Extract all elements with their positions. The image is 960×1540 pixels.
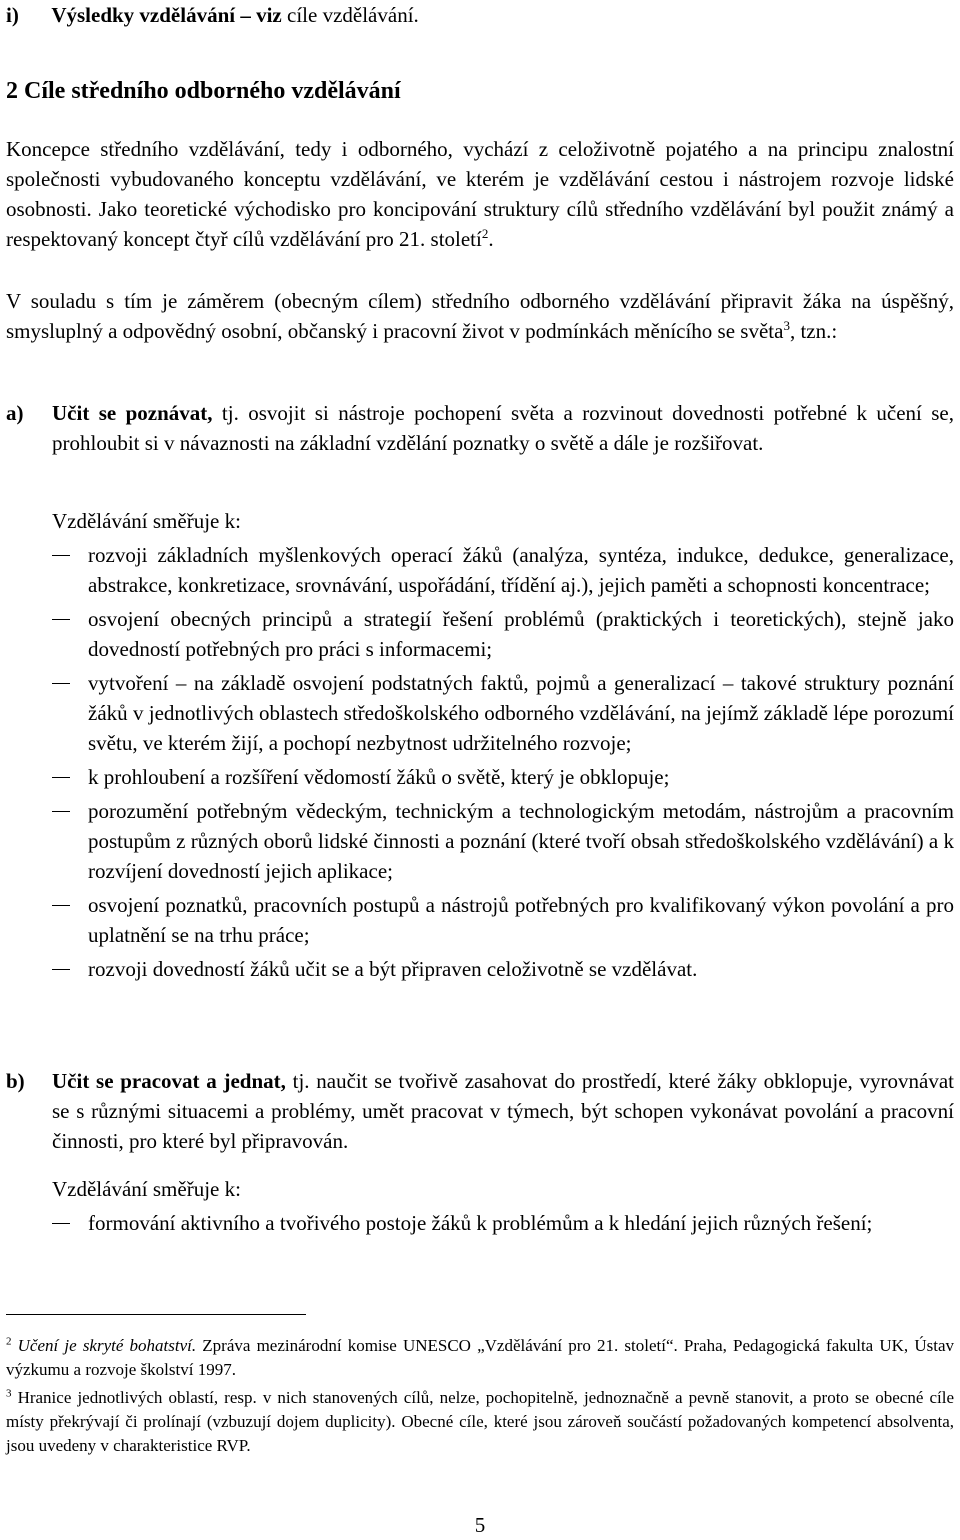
footnote-3 <box>6 1386 954 1458</box>
footnote-2-text: Zpráva mezinárodní komise UNESCO „Vzdělávání pro 21. století“. Praha, Pedagogická fakulta UK, Ústav výzkumu a rozvoje školství 1997. <box>6 1336 954 1379</box>
bullet-text: vytvoření – na základě osvojení podstatných faktů, pojmů a generalizací – takové struktury poznání žáků v jednotlivých oblastech středoškolského odborného vzdělávání, na jejímž základě lépe porozumí světu, ve kterém žijí, a pochopí nezbytnost udržitelného rozvoje; <box>88 671 954 755</box>
dash-bullet-icon <box>52 777 70 778</box>
footnote-3-number: 3 <box>6 1387 12 1400</box>
item-b-text: tj. naučit se tvořivě zasahovat do prostředí, které žáky obklopuje, vyrovnávat se s různými situacemi a problémy, umět pracovat v týmech, být schopen vykonávat povolání a pracovní činnosti, pro které byl připravován. <box>52 1069 954 1153</box>
list-item <box>52 540 954 600</box>
item-a-label: a) <box>6 401 24 425</box>
footnote-ref-2: 2 <box>481 226 489 241</box>
intro-paragraph-1-end: . <box>488 227 494 251</box>
dash-bullet-icon <box>52 811 70 812</box>
section-i-rest: cíle vzdělávání. <box>281 3 419 27</box>
bullet-text: porozumění potřebným vědeckým, technickým a technologickým metodám, nástrojům a pracovním postupům z různých oborů lidské činnosti a poznání (které tvoří obsah středoškolského vzdělávání) a k rozvíjení dovedností jejich aplikace; <box>88 799 954 883</box>
list-item <box>52 604 954 664</box>
dash-bullet-icon <box>52 619 70 620</box>
footnote-ref-3: 3 <box>783 318 790 333</box>
section-i-label: i) <box>6 3 19 27</box>
page-number: 5 <box>474 1513 486 1537</box>
item-b-title: Učit se pracovat a jednat, <box>52 1069 286 1093</box>
section-i-bold-text: Výsledky vzdělávání – viz <box>51 3 282 27</box>
footnote-separator <box>6 1314 306 1315</box>
list-item <box>52 1208 954 1238</box>
item-b-bullet-list <box>52 1208 954 1244</box>
bullet-text: k prohloubení a rozšíření vědomostí žáků o světě, který je obklopuje; <box>88 765 670 789</box>
section-heading: 2 Cíle středního odborného vzdělávání <box>6 78 401 104</box>
list-item <box>52 796 954 886</box>
intro-paragraph-1-text: Koncepce středního vzdělávání, tedy i odborného, vychází z celoživotně pojatého a na principu znalostní společnosti vybudovaného konceptu vzdělávání, ve kterém je vzdělávání cestou i nástrojem rozvoje lidské osobnosti. Jako teoretické východisko pro koncipování struktury cílů středního vzdělávání byl použit známý a respektovaný koncept čtyř cílů vzdělávání pro 21. století <box>6 137 954 251</box>
dash-bullet-icon <box>52 905 70 906</box>
footnote-2-number: 2 <box>6 1335 12 1348</box>
list-item <box>52 890 954 950</box>
item-a-paragraph <box>52 398 954 458</box>
bullet-text: osvojení poznatků, pracovních postupů a nástrojů potřebných pro kvalifikovaný výkon povolání a pro uplatnění se na trhu práce; <box>88 893 954 947</box>
bullet-text: osvojení obecných principů a strategií řešení problémů (praktických i teoretických), stejně jako dovedností potřebných pro práci s informacemi; <box>88 607 954 661</box>
footnote-2-italic: Učení je skryté bohatství. <box>17 1336 197 1355</box>
dash-bullet-icon <box>52 683 70 684</box>
item-a-text: tj. osvojit si nástroje pochopení světa a rozvinout dovednosti potřebné k učení se, prohloubit si v návaznosti na základní vzdělání poznatky o světě a dále je rozšiřovat. <box>52 401 955 455</box>
list-item <box>52 954 954 984</box>
item-b-lead: Vzdělávání směřuje k: <box>52 1177 241 1201</box>
list-item <box>52 762 954 792</box>
section-i-line <box>6 0 946 30</box>
intro-paragraph-1 <box>6 134 954 254</box>
intro-paragraph-2-end: , tzn.: <box>789 319 838 343</box>
item-a-lead: Vzdělávání směřuje k: <box>52 509 241 533</box>
footnote-2 <box>6 1334 954 1382</box>
item-a-title: Učit se poznávat, <box>52 401 213 425</box>
dash-bullet-icon <box>52 555 70 556</box>
item-b-label: b) <box>6 1069 25 1093</box>
item-b-paragraph <box>52 1066 954 1156</box>
dash-bullet-icon <box>52 969 70 970</box>
intro-paragraph-2 <box>6 286 954 346</box>
dash-bullet-icon <box>52 1223 70 1224</box>
intro-paragraph-2-text: V souladu s tím je záměrem (obecným cílem) středního odborného vzdělávání připravit žáka na úspěšný, smysluplný a odpovědný osobní, občanský i pracovní život v podmínkách měnícího se světa <box>6 289 954 343</box>
bullet-text: rozvoji dovedností žáků učit se a být připraven celoživotně se vzdělávat. <box>88 957 698 981</box>
footnote-3-text: Hranice jednotlivých oblastí, resp. v nich stanovených cílů, nelze, pochopitelně, jednoznačně a pevně stanovit, a proto se obecné cíle místy překrývají či prolínají (vzbuzují dojem duplicity). Obecné cíle, které jsou zároveň součástí požadovaných kompetencí absolventa, jsou uvedeny v charakteristice RVP. <box>6 1388 954 1455</box>
bullet-text: formování aktivního a tvořivého postoje žáků k problémům a k hledání jejich různých řešení; <box>88 1211 873 1235</box>
item-a-bullet-list <box>52 540 954 988</box>
bullet-text: rozvoji základních myšlenkových operací žáků (analýza, syntéza, indukce, dedukce, generalizace, abstrakce, konkretizace, srovnávání, uspořádání, třídění aj.), jejich paměti a schopnosti koncentrace; <box>88 543 954 597</box>
list-item <box>52 668 954 758</box>
